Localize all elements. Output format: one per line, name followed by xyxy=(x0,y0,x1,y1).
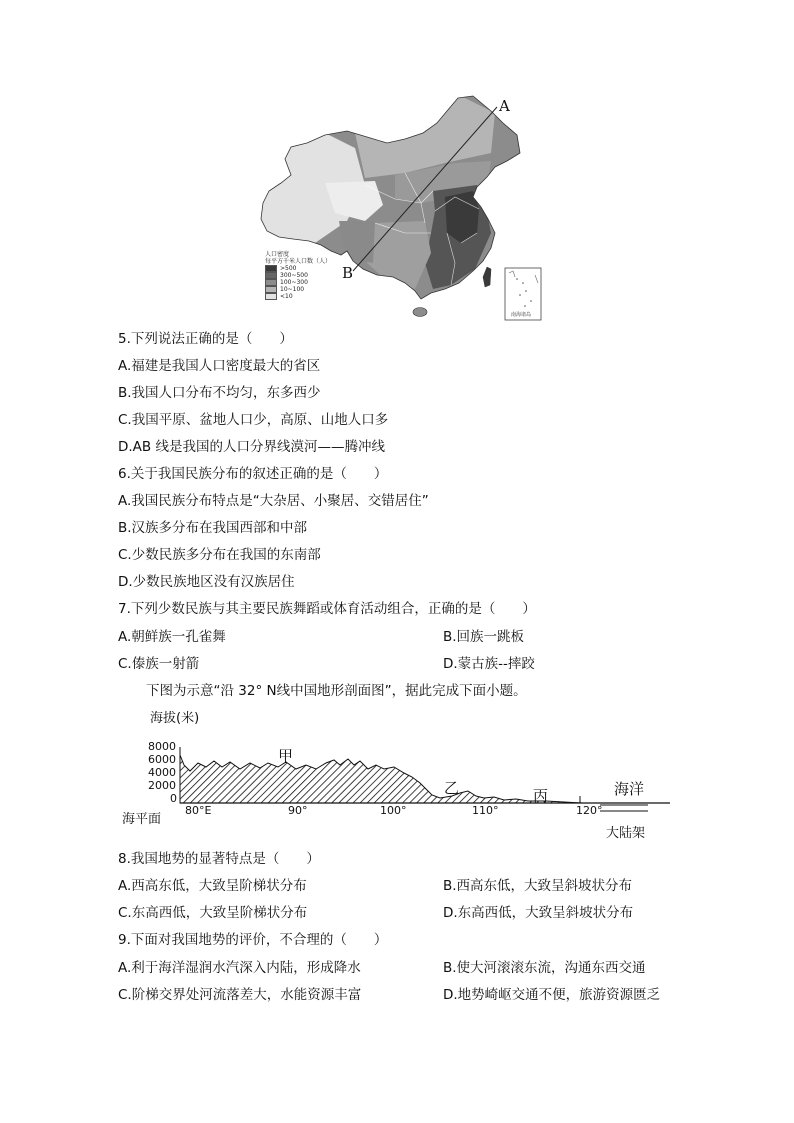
q8-option-a: A.西高东低，大致呈阶梯状分布 xyxy=(118,878,307,894)
q5-option-c: C.我国平原、盆地人口少，高原、山地人口多 xyxy=(118,412,389,428)
q5-option-b: B.我国人口分布不均匀，东多西少 xyxy=(118,385,321,401)
profile-intro: 下图为示意“沿 32° N线中国地形剖面图”，据此完成下面小题。 xyxy=(146,683,527,699)
q7-option-c: C.傣族一射箭 xyxy=(118,656,200,672)
sea-level-label: 海平面 xyxy=(122,812,162,827)
q9-option-a: A.利于海洋湿润水汽深入内陆，形成降水 xyxy=(118,960,361,976)
ytick: 6000 xyxy=(148,753,176,766)
q9-option-c: C.阶梯交界处河流落差大，水能资源丰富 xyxy=(118,987,362,1003)
label-ocean: 海洋 xyxy=(614,780,645,798)
legend-swatch xyxy=(265,272,277,279)
population-density-map xyxy=(255,93,545,323)
legend-item: 100~300 xyxy=(265,279,331,286)
q9-option-b: B.使大河滚滚东流，沟通东西交通 xyxy=(443,960,646,976)
q7-stem: 7.下列少数民族与其主要民族舞蹈或体育活动组合，正确的是（ ） xyxy=(118,601,536,617)
legend-swatch xyxy=(265,265,277,272)
continental-shelf-label: 大陆架 xyxy=(606,826,646,841)
legend-item: >500 xyxy=(265,265,331,272)
ytick: 2000 xyxy=(148,779,176,792)
q6-option-c: C.少数民族多分布在我国的东南部 xyxy=(118,547,321,563)
line-label-a: A xyxy=(499,97,510,115)
legend-item: <10 xyxy=(265,293,331,300)
legend-swatch xyxy=(265,293,277,300)
legend-title: 人口密度 xyxy=(265,251,290,258)
q9-option-d: D.地势崎岖交通不便，旅游资源匮乏 xyxy=(443,987,661,1003)
q7-option-b: B.回族一跳板 xyxy=(443,629,525,645)
q8-option-b: B.西高东低，大致呈斜坡状分布 xyxy=(443,878,633,894)
xtick: 80°E xyxy=(185,804,212,817)
q7-option-a: A.朝鲜族一孔雀舞 xyxy=(118,629,226,645)
inset-label: 南海诸岛 xyxy=(511,312,532,318)
terrain-profile xyxy=(118,705,678,845)
q8-option-d: D.东高西低，大致呈斜坡状分布 xyxy=(443,905,634,921)
xtick: 90° xyxy=(288,804,308,817)
legend-item: 10~100 xyxy=(265,286,331,293)
ytick: 4000 xyxy=(148,766,176,779)
profile-ylabel: 海拔(米) xyxy=(150,711,200,726)
legend-item: 300~500 xyxy=(265,272,331,279)
q5-option-d: D.AB 线是我国的人口分界线漠河——腾冲线 xyxy=(118,439,385,455)
xtick: 120° xyxy=(576,804,603,817)
label-bing: 丙 xyxy=(533,787,549,805)
q9-stem: 9.下面对我国地势的评价，不合理的（ ） xyxy=(118,932,388,948)
xtick: 100° xyxy=(380,804,407,817)
q6-option-b: B.汉族多分布在我国西部和中部 xyxy=(118,520,308,536)
q6-option-a: A.我国民族分布特点是“大杂居、小聚居、交错居住” xyxy=(118,493,429,509)
q8-stem: 8.我国地势的显著特点是（ ） xyxy=(118,851,320,867)
ytick: 8000 xyxy=(148,740,176,753)
q6-option-d: D.少数民族地区没有汉族居住 xyxy=(118,574,295,590)
line-label-b: B xyxy=(342,264,354,282)
profile-graphic xyxy=(118,705,678,845)
q5-stem: 5.下列说法正确的是（ ） xyxy=(118,331,293,347)
label-jia: 甲 xyxy=(278,747,294,765)
label-yi: 乙 xyxy=(444,779,460,797)
legend-swatch xyxy=(265,279,277,286)
xtick: 110° xyxy=(472,804,499,817)
hainan-island xyxy=(413,308,427,317)
taiwan-island xyxy=(483,267,491,287)
ytick: 0 xyxy=(170,792,177,805)
q5-option-a: A.福建是我国人口密度最大的省区 xyxy=(118,358,321,374)
legend-subtitle: 每平方千米人口数（人） xyxy=(265,258,332,265)
map-legend xyxy=(265,251,331,300)
q8-option-c: C.东高西低，大致呈阶梯状分布 xyxy=(118,905,308,921)
q7-option-d: D.蒙古族--摔跤 xyxy=(443,656,535,672)
q6-stem: 6.关于我国民族分布的叙述正确的是（ ） xyxy=(118,466,388,482)
legend-swatch xyxy=(265,286,277,293)
